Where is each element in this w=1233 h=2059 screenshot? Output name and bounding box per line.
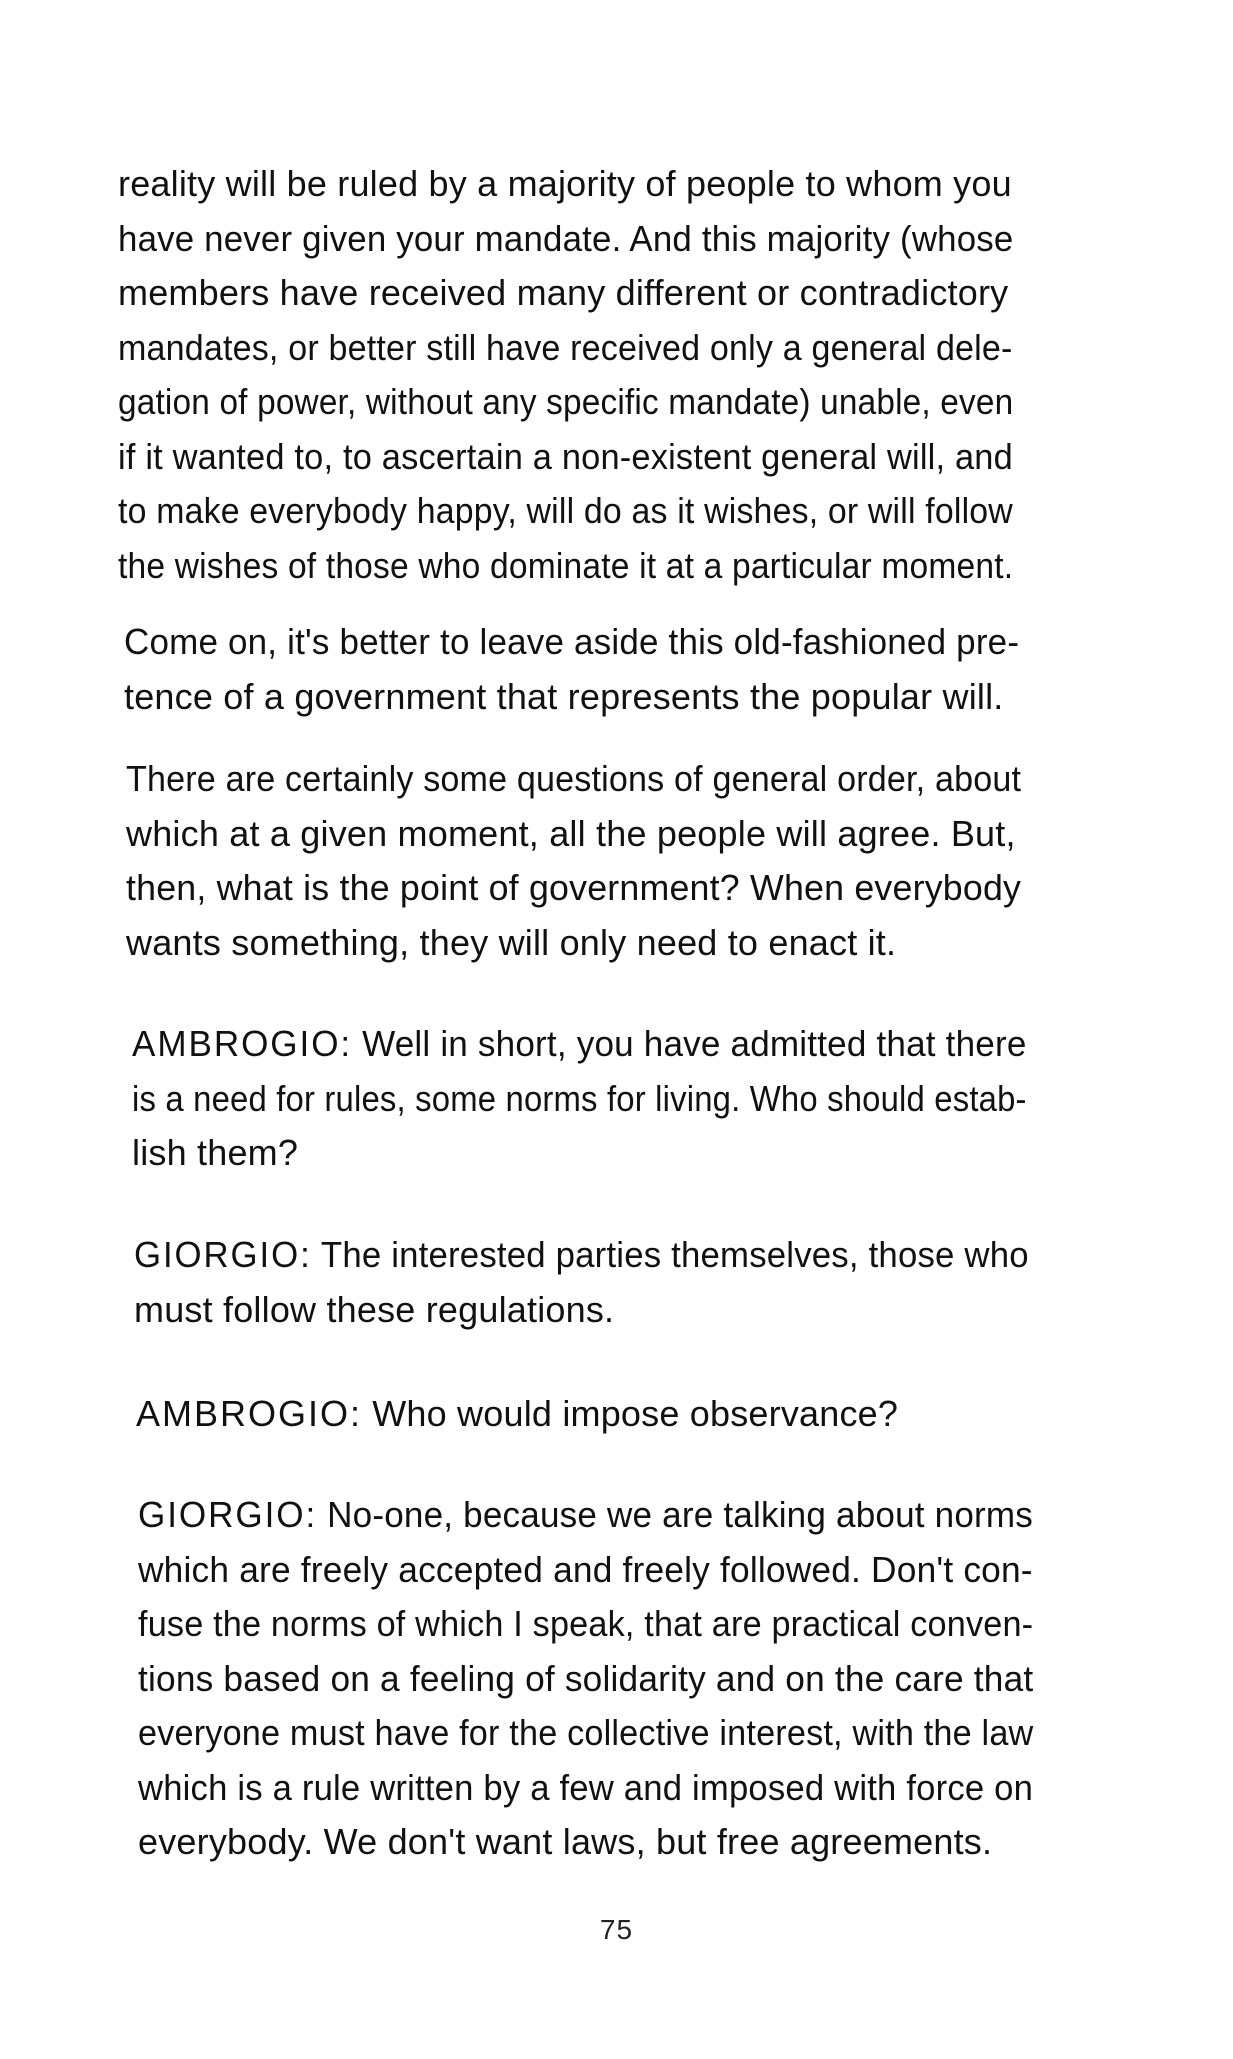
- text-line: which is a rule written by a few and imposed with force on: [138, 1766, 1034, 1808]
- text-line: must follow these regulations.: [134, 1288, 615, 1330]
- text-line: [136, 1387, 1031, 1442]
- text-line: fuse the norms of which I speak, that are practical conven-: [138, 1603, 1034, 1644]
- speaker-name: AMBROGIO:: [136, 1393, 363, 1434]
- text-line: [138, 1488, 1034, 1543]
- text-line: everybody. We don't want laws, but free agreements.: [138, 1821, 993, 1862]
- text-line: There are certainly some questions of general order, about: [126, 758, 1022, 799]
- text-line: [134, 1228, 1029, 1283]
- speaker-name: AMBROGIO:: [132, 1023, 353, 1064]
- dialogue-ambrogio-2: [136, 1387, 1031, 1442]
- text-line: the wishes of those who dominate it at a particular moment.: [118, 544, 1014, 586]
- text-line: to make everybody happy, will do as it wishes, or will follow: [118, 490, 1013, 531]
- text-line: tions based on a feeling of solidarity and on the care that: [138, 1657, 1034, 1699]
- text-line: Come on, it's better to leave aside this old-fashioned pre-: [124, 621, 1020, 662]
- text-line: which are freely accepted and freely followed. Don't con-: [138, 1548, 1033, 1590]
- text-line: reality will be ruled by a majority of people to whom you: [118, 163, 1012, 204]
- text-line: everyone must have for the collective interest, with the law: [138, 1712, 1034, 1753]
- dialogue-giorgio-2: [138, 1488, 1033, 1870]
- paragraph-3: [126, 752, 1021, 970]
- dialogue-text: Who would impose observance?: [372, 1393, 899, 1434]
- text-line: gation of power, without any specific mandate) unable, even: [118, 381, 1014, 422]
- text-line: mandates, or better still have received only a general dele-: [118, 326, 1013, 368]
- text-line: wants something, they will only need to enact it.: [126, 921, 897, 963]
- dialogue-ambrogio-1: [132, 1017, 1027, 1181]
- dialogue-text: Well in short, you have admitted that there: [362, 1023, 1027, 1064]
- text-line: have never given your mandate. And this majority (whose: [118, 217, 1014, 259]
- dialogue-text: No-one, because we are talking about norms: [327, 1494, 1034, 1535]
- dialogue-text: The interested parties themselves, those who: [320, 1234, 1029, 1275]
- dialogue-giorgio-1: [134, 1228, 1029, 1337]
- text-line: members have received many different or contradictory: [118, 272, 1009, 313]
- paragraph-2: [124, 615, 1019, 724]
- text-line: which at a given moment, all the people will agree. But,: [126, 812, 1016, 854]
- text-line: [132, 1017, 1027, 1072]
- text-line: lish them?: [132, 1132, 299, 1173]
- paragraph-1: [118, 157, 1013, 593]
- text-line: then, what is the point of government? When everybody: [126, 867, 1022, 908]
- text-line: if it wanted to, to ascertain a non-existent general will, and: [118, 435, 1013, 477]
- speaker-name: GIORGIO:: [138, 1494, 318, 1535]
- speaker-name: GIORGIO:: [134, 1234, 312, 1275]
- text-line: is a need for rules, some norms for living. Who should estab-: [132, 1077, 1027, 1119]
- page-number: 75: [599, 1914, 634, 1945]
- text-line: tence of a government that represents the popular will.: [124, 675, 1004, 717]
